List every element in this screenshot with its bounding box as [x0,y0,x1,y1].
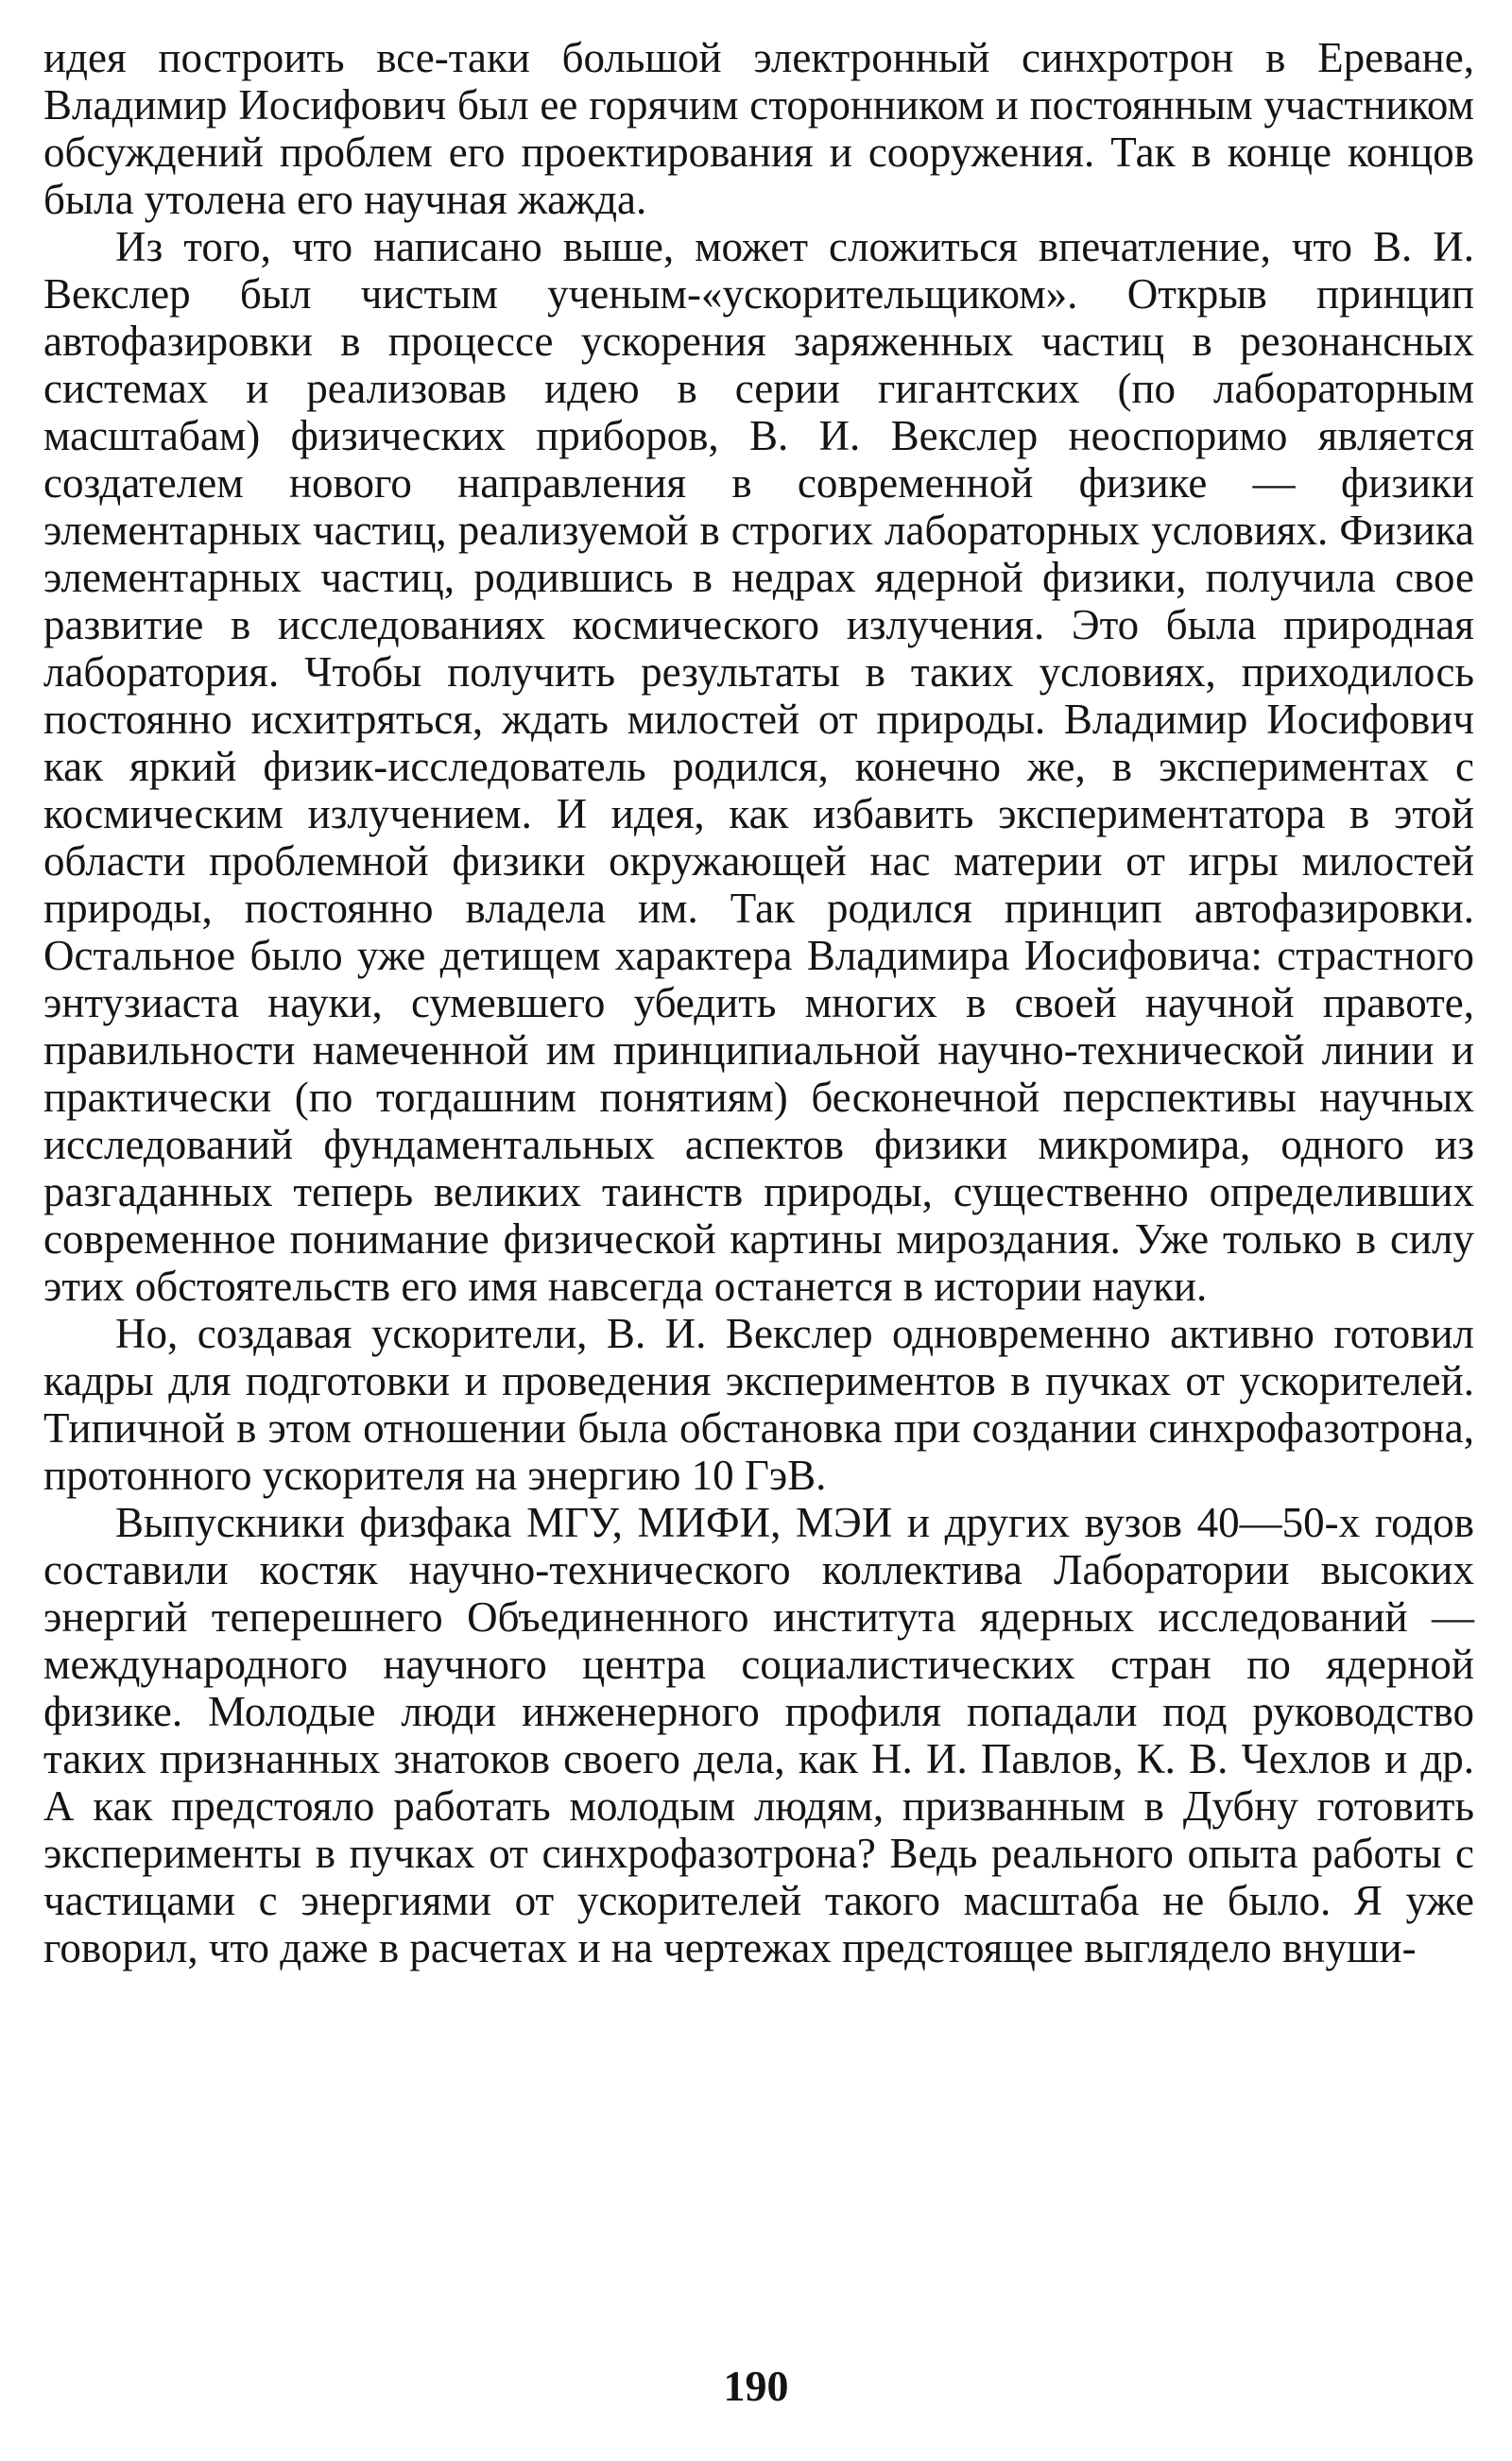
paragraph-1: идея построить все-таки большой электронный синхротрон в Ереване, Владимир Иосифович был ее горячим сторонником и постоянным участником обсуждений проблем его проектирования и сооружения. Так в конце концов была утолена его научная жажда. [43,34,1474,223]
paragraph-4: Выпускники физфака МГУ, МИФИ, МЭИ и других вузов 40—50-х годов составили костяк научно-технического коллектива Лаборатории высоких энергий теперешнего Объединенного института ядерных исследований — международного научного центра социалистических стран по ядерной физике. Молодые люди инженерного профиля попадали под руководство таких признанных знатоков своего дела, как Н. И. Павлов, К. В. Чехлов и др. А как предстояло работать молодым людям, призванным в Дубну готовить эксперименты в пучках от синхрофазотрона? Ведь реального опыта работы с частицами с энергиями от ускорителей такого масштаба не было. Я уже говорил, что даже в расчетах и на чертежах предстоящее выглядело внуши- [43,1499,1474,1971]
paragraph-2: Из того, что написано выше, может сложиться впечатление, что В. И. Векслер был чистым ученым-«ускорительщиком». Открыв принцип автофазировки в процессе ускорения заряженных частиц в резонансных системах и реализовав идею в серии гигантских (по лабораторным масштабам) физических приборов, В. И. Векслер неоспоримо является создателем нового направления в современной физике — физики элементарных частиц, реализуемой в строгих лабораторных условиях. Физика элементарных частиц, родившись в недрах ядерной физики, получила свое развитие в исследованиях космического излучения. Это была природная лаборатория. Чтобы получить результаты в таких условиях, приходилось постоянно исхитряться, ждать милостей от природы. Владимир Иосифович как яркий физик-исследователь родился, конечно же, в экспериментах с космическим излучением. И идея, как избавить экспериментатора в этой области проблемной физики окружающей нас материи от игры милостей природы, постоянно владела им. Так родился принцип автофазировки. Остальное было уже детищем характера Владимира Иосифовича: страстного энтузиаста науки, сумевшего убедить многих в своей научной правоте, правильности намеченной им принципиальной научно-технической линии и практически (по тогдашним понятиям) бесконечной перспективы научных исследований фундаментальных аспектов физики микромира, одного из разгаданных теперь великих таинств природы, существенно определивших современное понимание физической картины мироздания. Уже только в силу этих обстоятельств его имя навсегда останется в истории науки. [43,223,1474,1310]
paragraph-3: Но, создавая ускорители, В. И. Векслер одновременно активно готовил кадры для подготовки и проведения экспериментов в пучках от ускорителей. Типичной в этом отношении была обстановка при создании синхрофазотрона, протонного ускорителя на энергию 10 ГэВ. [43,1310,1474,1499]
page-number: 190 [723,2362,789,2410]
body-text [43,34,1474,1971]
